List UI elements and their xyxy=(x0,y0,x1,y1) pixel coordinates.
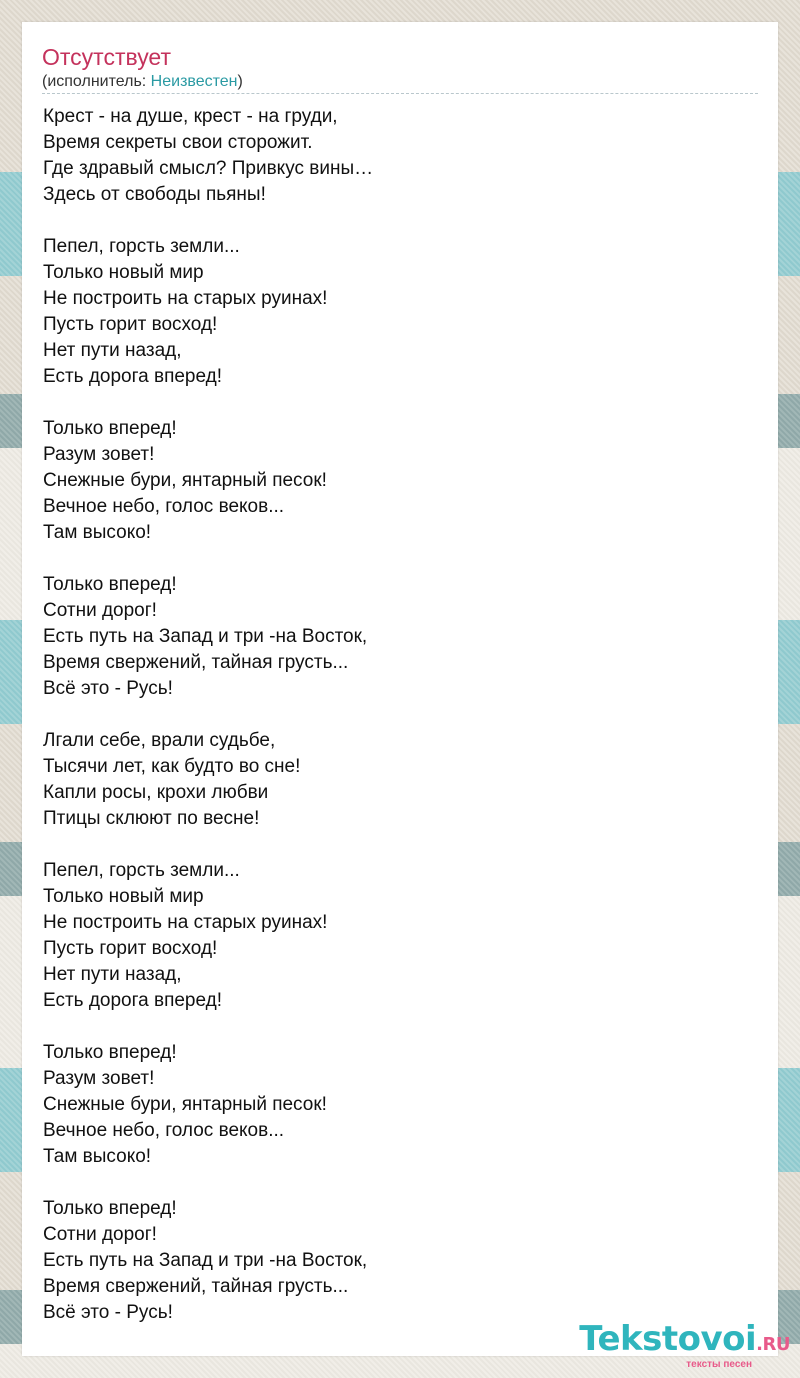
lyric-line: Вечное небо, голос веков... xyxy=(43,1120,285,1141)
lyric-line: Сотни дорог! xyxy=(43,1224,157,1245)
lyric-line: Снежные бури, янтарный песок! xyxy=(43,1094,327,1115)
lyric-line: Сотни дорог! xyxy=(43,600,157,621)
lyric-line: Здесь от свободы пьяны! xyxy=(43,184,266,205)
logo-tld: .RU xyxy=(756,1334,790,1355)
lyric-line: Всё это - Русь! xyxy=(43,1302,173,1323)
lyric-line: Пепел, горсть земли... xyxy=(43,860,240,881)
logo-tagline: тексты песен xyxy=(686,1359,752,1370)
lyric-line: Есть дорога вперед! xyxy=(43,990,223,1011)
stanza-break xyxy=(43,1014,743,1040)
lyric-line: Снежные бури, янтарный песок! xyxy=(43,470,327,491)
lyric-line: Разум зовет! xyxy=(43,444,155,465)
lyric-line: Пусть горит восход! xyxy=(43,314,218,335)
lyric-line: Время свержений, тайная грусть... xyxy=(43,652,349,673)
artist-link[interactable]: Неизвестен xyxy=(150,73,238,90)
lyric-line: Там высоко! xyxy=(43,522,152,543)
artist-suffix: ) xyxy=(237,73,243,90)
lyric-line: Только вперед! xyxy=(43,418,177,439)
lyric-line: Есть путь на Запад и три -на Восток, xyxy=(43,1250,368,1271)
lyric-line: Капли росы, крохи любви xyxy=(43,782,269,803)
lyric-line: Тысячи лет, как будто во сне! xyxy=(43,756,301,777)
lyric-line: Пусть горит восход! xyxy=(43,938,218,959)
lyric-line: Только новый мир xyxy=(43,886,204,907)
lyric-line: Разум зовет! xyxy=(43,1068,155,1089)
artist-line xyxy=(42,72,243,92)
lyric-line: Нет пути назад, xyxy=(43,964,182,985)
lyric-line: Крест - на душе, крест - на груди, xyxy=(43,106,338,127)
lyric-line: Всё это - Русь! xyxy=(43,678,173,699)
song-title: Отсутствует xyxy=(42,44,171,70)
lyric-line: Время секреты свои сторожит. xyxy=(43,132,313,153)
lyric-line: Там высоко! xyxy=(43,1146,152,1167)
stanza-break xyxy=(43,832,743,858)
lyric-line: Вечное небо, голос веков... xyxy=(43,496,285,517)
stanza-break xyxy=(43,208,743,234)
lyric-line: Только вперед! xyxy=(43,1198,177,1219)
lyric-line: Время свержений, тайная грусть... xyxy=(43,1276,349,1297)
site-logo[interactable] xyxy=(579,1321,790,1370)
lyric-line: Птицы склюют по весне! xyxy=(43,808,260,829)
stanza-break xyxy=(43,1170,743,1196)
lyric-line: Только вперед! xyxy=(43,1042,177,1063)
artist-prefix: (исполнитель: xyxy=(42,73,151,90)
stanza-break xyxy=(43,702,743,728)
lyric-line: Нет пути назад, xyxy=(43,340,182,361)
lyric-line: Только новый мир xyxy=(43,262,204,283)
stanza-break xyxy=(43,546,743,572)
lyric-line: Только вперед! xyxy=(43,574,177,595)
lyrics-text xyxy=(43,104,743,1326)
lyrics-card xyxy=(22,22,778,1356)
logo-wordmark: Tekstovoi xyxy=(579,1319,757,1359)
lyric-line: Пепел, горсть земли... xyxy=(43,236,240,257)
lyric-line: Не построить на старых руинах! xyxy=(43,912,328,933)
lyric-line: Есть дорога вперед! xyxy=(43,366,223,387)
lyric-line: Не построить на старых руинах! xyxy=(43,288,328,309)
lyric-line: Есть путь на Запад и три -на Восток, xyxy=(43,626,368,647)
header-divider xyxy=(42,93,758,94)
lyric-line: Где здравый смысл? Привкус вины… xyxy=(43,158,374,179)
stanza-break xyxy=(43,390,743,416)
lyric-line: Лгали себе, врали судьбе, xyxy=(43,730,276,751)
